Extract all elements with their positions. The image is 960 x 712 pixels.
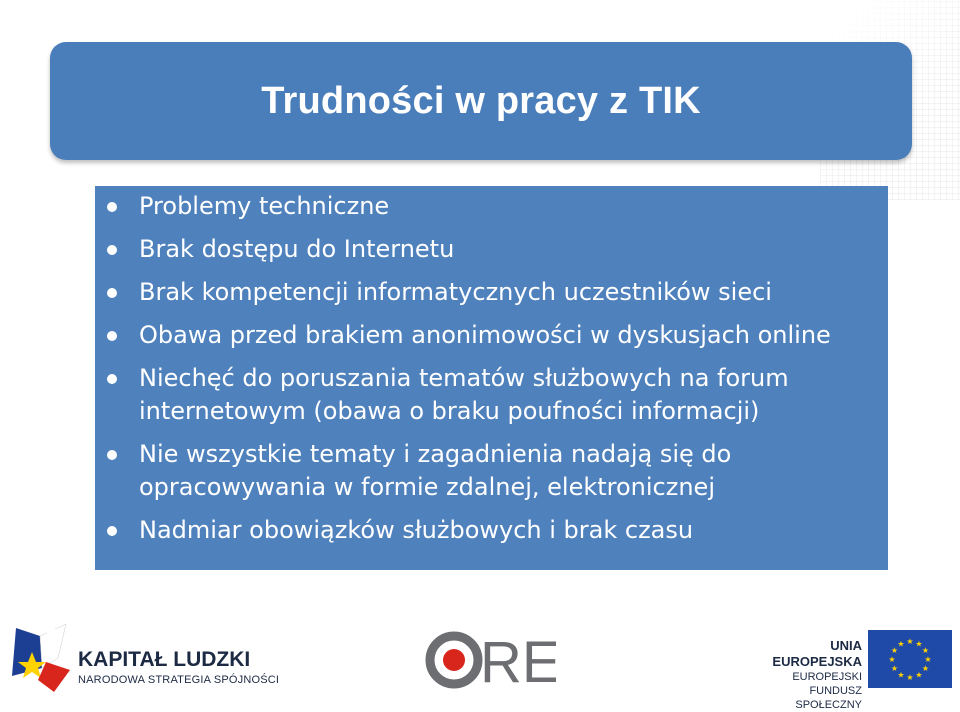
eu-logo [740, 630, 958, 711]
svg-text:★: ★ [888, 655, 896, 664]
ore-text: RE [480, 630, 556, 690]
bullet-icon [107, 202, 117, 212]
svg-text:★: ★ [897, 639, 905, 649]
eu-flag-icon [868, 630, 952, 688]
svg-text:★: ★ [906, 673, 914, 682]
list-item [105, 276, 868, 309]
bullet-icon [107, 526, 117, 536]
kapital-ludzki-name: KAPITAŁ LUDZKI [78, 648, 251, 671]
bullet-text: Obawa przed brakiem anonimowości w dyskusjach online [139, 321, 831, 349]
footer-logos [0, 600, 960, 712]
svg-text:★: ★ [915, 670, 923, 680]
list-item [105, 319, 868, 352]
bullet-text: Nadmiar obowiązków służbowych i brak czasu [139, 516, 694, 544]
eu-name: UNIA EUROPEJSKA [772, 638, 862, 669]
list-item [105, 514, 868, 547]
list-item [105, 190, 868, 223]
kapital-ludzki-star-icon [12, 618, 74, 698]
kapital-ludzki-logo [12, 618, 292, 698]
bullet-text: Brak kompetencji informatycznych uczestników sieci [139, 278, 772, 306]
bullet-icon [107, 288, 117, 298]
svg-text:★: ★ [890, 646, 899, 655]
eu-fund-line1: EUROPEJSKI [792, 671, 862, 683]
bullet-text: Niechęć do poruszania tematów służbowych na forum internetowym (obawa o braku poufności informacji) [139, 364, 789, 425]
bullet-text: Problemy techniczne [139, 192, 390, 220]
svg-text:★: ★ [890, 664, 899, 673]
eu-fund-line2: FUNDUSZ SPOŁECZNY [795, 685, 862, 711]
bullet-list [105, 190, 868, 547]
bullet-icon [107, 245, 117, 255]
svg-text:★: ★ [921, 664, 930, 673]
bullet-icon [107, 374, 117, 384]
svg-text:★: ★ [906, 637, 914, 646]
svg-text:★: ★ [924, 655, 932, 664]
bullet-icon [107, 331, 117, 341]
ore-logo-icon [424, 630, 556, 690]
ore-logo [424, 630, 556, 690]
bullet-text: Nie wszystkie tematy i zagadnienia nadają się do opracowywania w formie zdalnej, elektronicznej [139, 440, 732, 501]
kapital-ludzki-subtitle: NARODOWA STRATEGIA SPÓJNOŚCI [78, 674, 280, 686]
bullet-text: Brak dostępu do Internetu [139, 235, 455, 263]
list-item [105, 438, 868, 504]
svg-text:★: ★ [921, 646, 930, 655]
svg-text:★: ★ [915, 639, 923, 649]
list-item [105, 362, 868, 428]
bullet-icon [107, 450, 117, 460]
title-box [50, 42, 912, 160]
slide-title: Trudności w pracy z TIK [261, 79, 701, 122]
svg-text:★: ★ [897, 670, 905, 680]
content-box [95, 186, 888, 570]
list-item [105, 233, 868, 266]
